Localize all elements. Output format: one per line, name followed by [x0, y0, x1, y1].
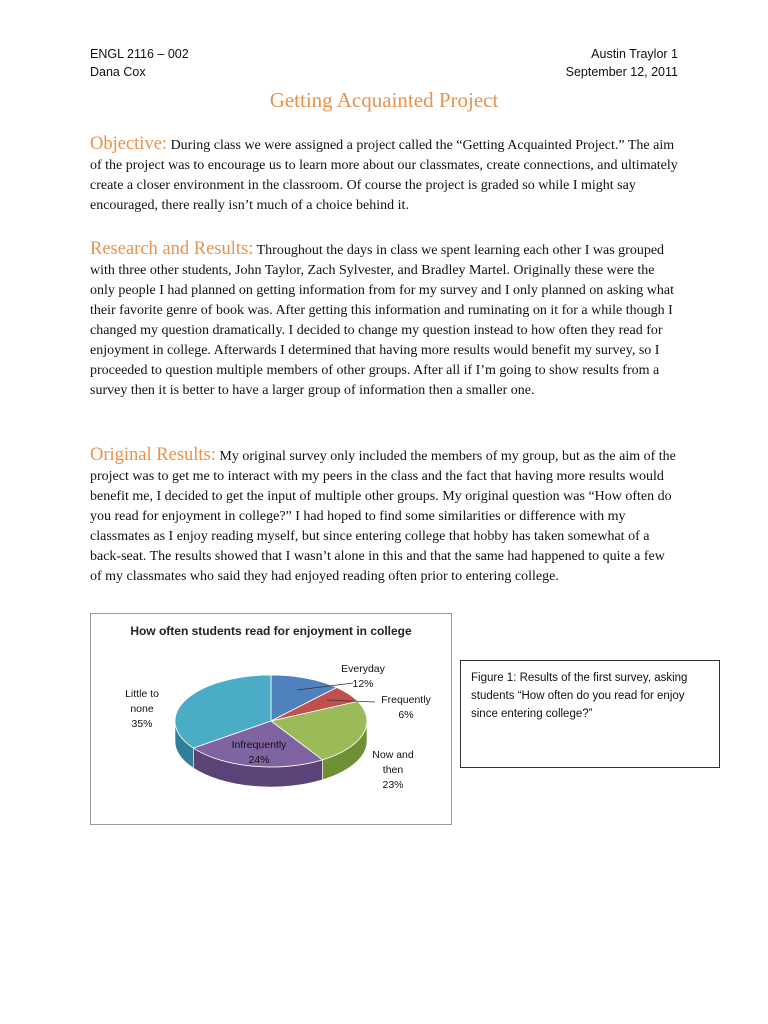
pie-label-everyday: Everyday 12% — [341, 663, 385, 690]
header-left — [90, 45, 189, 81]
objective-heading: Objective: — [90, 134, 168, 154]
original-heading: Original Results: — [90, 445, 216, 465]
pie-label-little-to-none: Little to none 35% — [125, 688, 159, 730]
instructor-name: Dana Cox — [90, 65, 146, 79]
objective-text: During class we were assigned a project called the “Getting Acquainted Project.” The aim of the project was to encourage us to learn more about our classmates, create connections, and ultimately create a closer environment in the classroom. Of course the project is graded so while I might say encouraged, there really isn’t much of a choice behind it. — [90, 138, 678, 213]
header-right — [566, 45, 678, 81]
figure-caption: Figure 1: Results of the first survey, asking students “How often do you read for enjoy since entering college?” — [460, 660, 720, 768]
section-original-results — [90, 445, 680, 587]
pie-label-infrequently: Infrequently 24% — [231, 739, 287, 766]
course-code: ENGL 2116 – 002 — [90, 47, 189, 61]
chart-title: How often students read for enjoyment in college — [130, 624, 412, 638]
pie-chart — [90, 613, 452, 825]
section-objective — [90, 134, 680, 216]
document-date: September 12, 2011 — [565, 65, 678, 79]
document-title: Getting Acquainted Project — [269, 88, 499, 112]
research-text: Throughout the days in class we spent learning each other I was grouped with three other students, John Taylor, Zach Sylvester, and Bradley Martel. Originally these were the only people I had planned on getting information from for my survey and I only planned on asking what their favorite genre of book was. After getting this information and ruminating on it for a while though I changed my question dramatically. I decided to change my question instead to how often they read for enjoyment in college. Afterwards I determined that having more results would benefit my survey, so I proceeded to question multiple members of other groups. After all if I’m going to show results from a survey then it is better to have a larger group of information then a smaller one. — [90, 243, 674, 398]
section-research — [90, 239, 680, 401]
pie-label-frequently: Frequently 6% — [381, 694, 431, 721]
pie-label-now-and-then: Now and then 23% — [372, 749, 414, 791]
research-heading: Research and Results: — [90, 239, 254, 259]
original-text: My original survey only included the members of my group, but as the aim of the project was to get me to interact with my peers in the class and the fact that having more results would benefit me, I decided to get the input of multiple other groups. My original question was “How often do you read for enjoyment in college?” I had hoped to find some similarities or difference with my classmates as I enjoy reading myself, but since entering college that hobby has taken somewhat of a back-seat. The results showed that I wasn’t alone in this and that the same had happened to quite a few of my classmates who said they had enjoyed reading often prior to entering college. — [90, 449, 676, 584]
author-page: Austin Traylor 1 — [591, 47, 678, 61]
